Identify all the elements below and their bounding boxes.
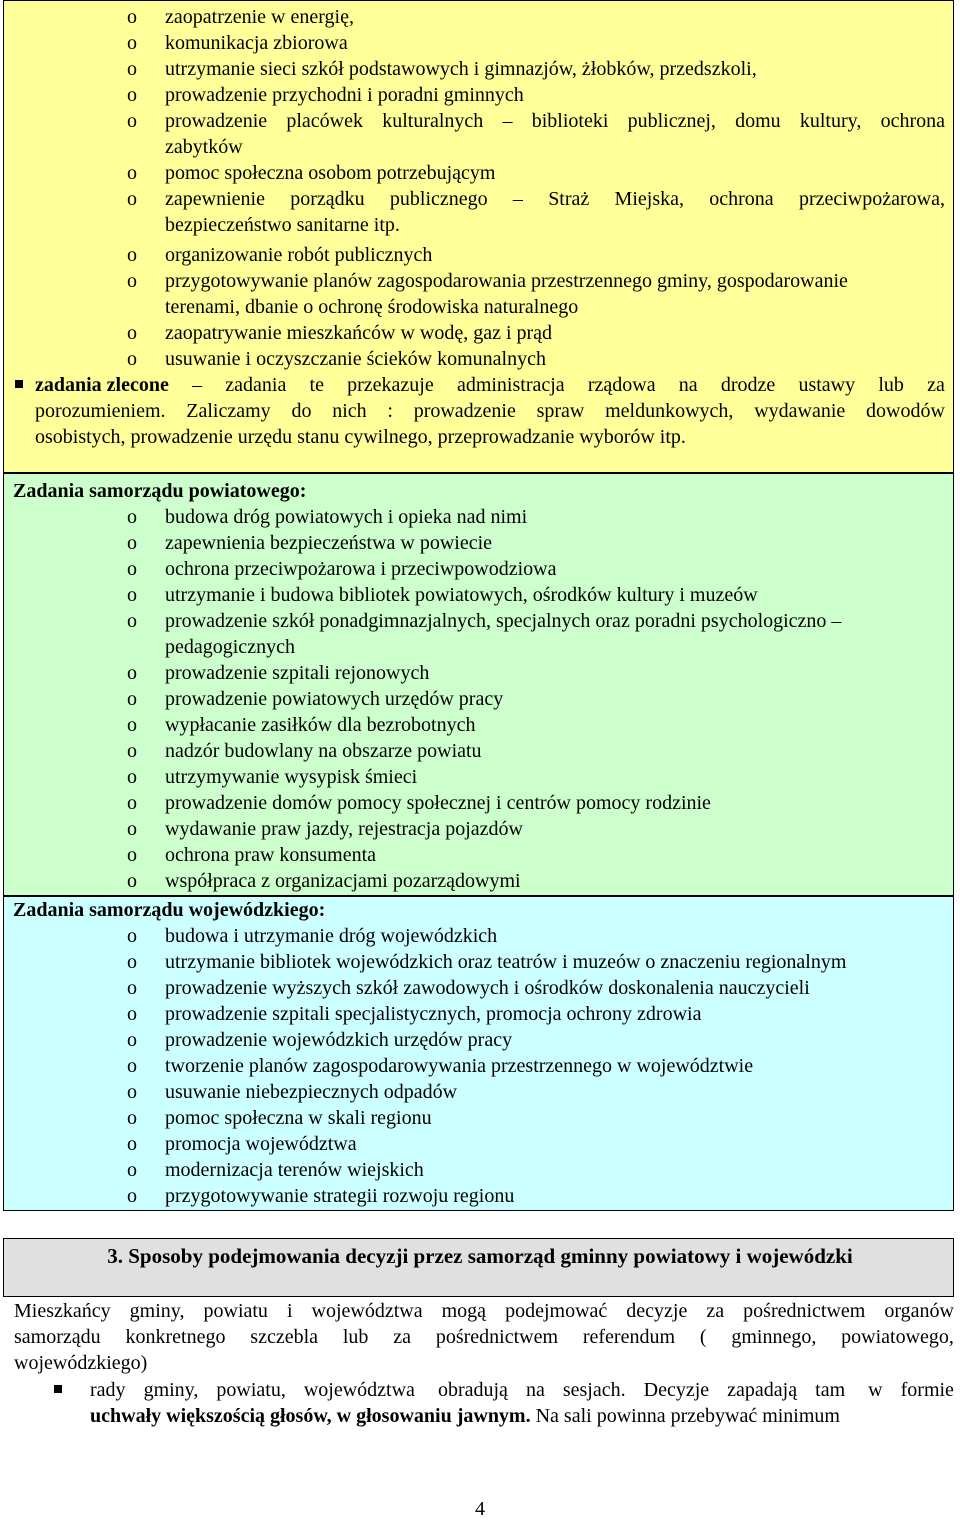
powiat-heading: Zadania samorządu powiatowego: (13, 480, 307, 502)
bullet-o: o (127, 1133, 137, 1155)
bullet-o: o (127, 662, 137, 684)
list-item-justified-line: prowadzenie placówek kulturalnych – biblioteki publicznej, domu kultury, ochrona (165, 110, 945, 132)
bullet-o: o (127, 270, 137, 292)
square-bullet-icon (15, 380, 23, 388)
wojewodztwo-heading: Zadania samorządu wojewódzkiego: (13, 899, 326, 921)
bullet-o: o (127, 32, 137, 54)
bullet-o: o (127, 844, 137, 866)
bullet-o: o (127, 58, 137, 80)
page-number: 4 (475, 1498, 485, 1520)
bullet-o: o (127, 818, 137, 840)
bullet-o: o (127, 792, 137, 814)
bullet-justified-line: rady gminy, powiatu, województwa obradują na sesjach. Decyzje zapadają tam w formie (90, 1379, 954, 1401)
bullet-o: o (127, 977, 137, 999)
paragraph-justified-line: zadania zlecone – zadania te przekazuje administracja rządowa na drodze ustawy lub za (35, 374, 945, 396)
bullet-o: o (127, 506, 137, 528)
bullet-o: o (127, 1003, 137, 1025)
paragraph-line: osobistych, prowadzenie urzędu stanu cywilnego, przeprowadzanie wyborów itp. (35, 426, 686, 448)
bullet-o: o (127, 84, 137, 106)
paragraph-justified-line: Mieszkańcy gminy, powiatu i województwa mogą podejmować decyzje za pośrednictwem organów (14, 1300, 954, 1322)
bullet-o: o (127, 244, 137, 266)
paragraph-line: wojewódzkiego) (14, 1352, 148, 1374)
bullet-line: uchwały większością głosów, w głosowaniu jawnym. Na sali powinna przebywać minimum (90, 1405, 840, 1427)
bullet-o: o (127, 1081, 137, 1103)
bullet-o: o (127, 714, 137, 736)
bullet-o: o (127, 584, 137, 606)
bullet-o: o (127, 1029, 137, 1051)
bullet-o: o (127, 766, 137, 788)
list-item-justified-line: zapewnienie porządku publicznego – Straż Miejska, ochrona przeciwpożarowa, (165, 188, 945, 210)
bullet-o: o (127, 951, 137, 973)
bullet-o: o (127, 6, 137, 28)
bullet-o: o (127, 610, 137, 632)
bullet-o: o (127, 1055, 137, 1077)
bullet-o: o (127, 870, 137, 892)
bullet-o: o (127, 188, 137, 210)
bullet-o: o (127, 322, 137, 344)
bullet-o: o (127, 110, 137, 132)
bullet-o: o (127, 162, 137, 184)
bullet-o: o (127, 1159, 137, 1181)
paragraph-justified-line: samorządu konkretnego szczebla lub za pośrednictwem referendum ( gminnego, powiatowego, (14, 1326, 954, 1348)
paragraph-justified-line: porozumieniem. Zaliczamy do nich : prowadzenie spraw meldunkowych, wydawanie dowodów (35, 400, 945, 422)
bullet-o: o (127, 925, 137, 947)
section-3-heading: 3. Sposoby podejmowania decyzji przez samorząd gminny powiatowy i wojewódzki (107, 1244, 853, 1268)
bullet-o: o (127, 558, 137, 580)
bullet-o: o (127, 1185, 137, 1207)
bullet-o: o (127, 688, 137, 710)
bullet-o: o (127, 532, 137, 554)
bullet-o: o (127, 740, 137, 762)
square-bullet-icon (54, 1385, 62, 1393)
bullet-o: o (127, 348, 137, 370)
bullet-o: o (127, 1107, 137, 1129)
